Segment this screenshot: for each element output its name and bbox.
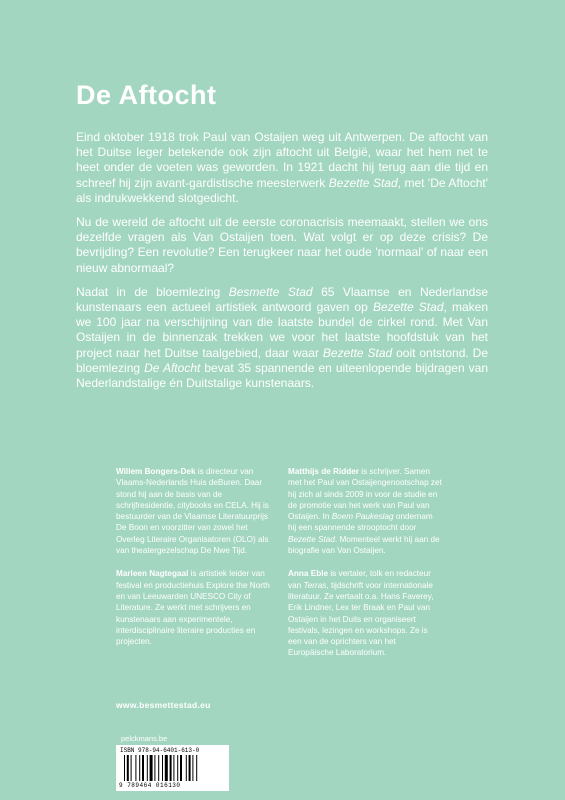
bio-text: is artistiek leider van festival en productiehuis Explore the North en van Leeuwarden UNESCO City of Literature. Ze werkt met schrijvers en kunstenaars aan experimentele, interdisciplinaire literaire producties en projecten.: [116, 569, 270, 647]
barcode-stripe: [127, 755, 129, 781]
title-italic: Besmette Stad: [228, 284, 313, 299]
barcode-stripe: [139, 755, 140, 781]
barcode-digits: 9 789464 016130: [119, 782, 181, 789]
publisher-label: pelckmans.be: [121, 734, 168, 743]
text-run: Eind oktober 1918 trok Paul van Ostaijen weg uit Antwerpen. De aftocht van het Duitse leger betekende ook zijn aftocht uit België, waar het hem net te heet onder de voeten was geworden. In 1921 dacht hij terug aan die tijd en schreef hij zijn avant-gardistische meesterwerk: [76, 130, 488, 190]
barcode-stripe: [170, 755, 172, 781]
title-italic: Boem Paukeslag: [331, 512, 394, 522]
bio-name: Marleen Nagtegaal: [116, 569, 189, 579]
text-run: , met 'De Aftocht' als indrukwekkend slotgedicht.: [76, 175, 489, 205]
barcode-stripe: [196, 755, 197, 781]
barcode-stripe: [192, 755, 193, 781]
barcode-stripe: [150, 755, 153, 781]
title-italic: Bezette Stad: [372, 300, 444, 315]
bio-text: is schrijver. Samen met het Paul van Ostaijengenootschap zet hij zich al sinds 2009 in voor de studie en de promotie van het werk van Paul van Ostaijen. In: [288, 467, 442, 522]
bios-left-column: [116, 466, 270, 671]
barcode-stripe: [124, 755, 125, 781]
bio-text: . Momenteel werkt hij aan de biografie van Van Ostaijen.: [288, 534, 440, 556]
text-run: 65 Vlaamse en Nederlandse kunstenaars een actueel artistiek antwoord gaven op: [76, 284, 488, 315]
author-bios: [116, 466, 442, 671]
barcode-icon: [124, 755, 221, 781]
barcode-stripe: [189, 755, 191, 781]
bio-text: ondernam hij een spannende strooptocht door: [288, 512, 433, 533]
barcode-stripe: [142, 755, 144, 781]
bio-text: is vertaler, tolk en redacteur van: [288, 569, 431, 590]
intro-paragraph: [76, 285, 488, 391]
bio-willem-bongers-dek: [116, 466, 270, 556]
isbn-barcode: [116, 745, 229, 791]
text-run: bevat 35 spannende en uiteenlopende bijdragen van Nederlandstalige én Duitstalige kunstenaars.: [76, 360, 488, 391]
website-link[interactable]: www.besmettestad.eu: [116, 700, 211, 710]
bio-name: Anna Eble: [288, 569, 329, 579]
bio-matthijs-de-ridder: [288, 466, 442, 556]
bio-name: Willem Bongers-Dek: [116, 467, 196, 476]
bio-anna-eble: [288, 568, 442, 658]
intro-paragraph: [76, 130, 488, 206]
title-italic: De Aftocht: [144, 360, 201, 375]
barcode-stripe: [147, 755, 148, 781]
barcode-stripe: [162, 755, 163, 781]
text-run: , maken we 100 jaar na verschijning van die laatste bundel de cirkel rond. Met Van Ostaijen in de binnenzak trekken we voor het laatste hoofdstuk van het project naar het Duitse taalgebied, daar waar: [76, 300, 489, 360]
barcode-stripe: [135, 755, 136, 781]
barcode-stripe: [177, 755, 178, 781]
barcode-stripe: [173, 755, 174, 781]
bio-name: Matthijs de Ridder: [288, 467, 359, 476]
text-run: Nu de wereld de aftocht uit de eerste coronacrisis meemaakt, stellen we ons dezelfde vragen als Van Ostaijen toen. Wat volgt er op deze crisis? De bevrijding? Een revolutie? Een terugkeer naar het oude 'normaal' of naar een nieuw abnormaal?: [76, 215, 488, 275]
barcode-stripe: [165, 755, 168, 781]
title-italic: Terras: [303, 580, 327, 590]
barcode-stripe: [180, 755, 182, 781]
bio-marleen-nagtegaal: [116, 568, 270, 647]
text-run: Nadat in de bloemlezing: [76, 284, 229, 299]
intro-paragraph: [76, 215, 488, 276]
barcode-stripe: [131, 755, 132, 781]
title-italic: Bezette Stad: [328, 175, 398, 190]
bio-text: , tijdschrift voor internationale literatuur. Ze vertaalt o.a. Hans Faverey, Erik Lindner, Lex ter Braak en Paul van Ostaijen in het Duits en organiseert festivals, lezingen en workshops. Ze is een van de oprichters van het Europäische Laboratorium.: [288, 580, 434, 658]
book-title: De Aftocht: [76, 80, 217, 110]
barcode-stripe: [186, 755, 187, 781]
barcode-stripe: [154, 755, 155, 781]
bios-right-column: [288, 466, 442, 671]
intro-text: [76, 130, 488, 400]
title-italic: Bezette Stad: [322, 345, 393, 360]
bio-text: is directeur van Vlaams-Nederlands Huis deBuren. Daar stond hij aan de basis van de schrijfresidentie, citybooks en CELA. Hij is bestuurder van de Vlaamse Literatuurprijs De Boon en voorzitter van zowel het Overleg Literaire Organisatoren (OLO) als van theatergezelschap De Nwe Tijd.: [116, 467, 269, 556]
text-run: ooit ontstond. De bloemlezing: [76, 345, 488, 375]
title-italic: Bezette Stad: [288, 534, 335, 544]
isbn-label: ISBN 978-94-6401-613-0: [120, 747, 200, 754]
barcode-stripe: [158, 755, 159, 781]
